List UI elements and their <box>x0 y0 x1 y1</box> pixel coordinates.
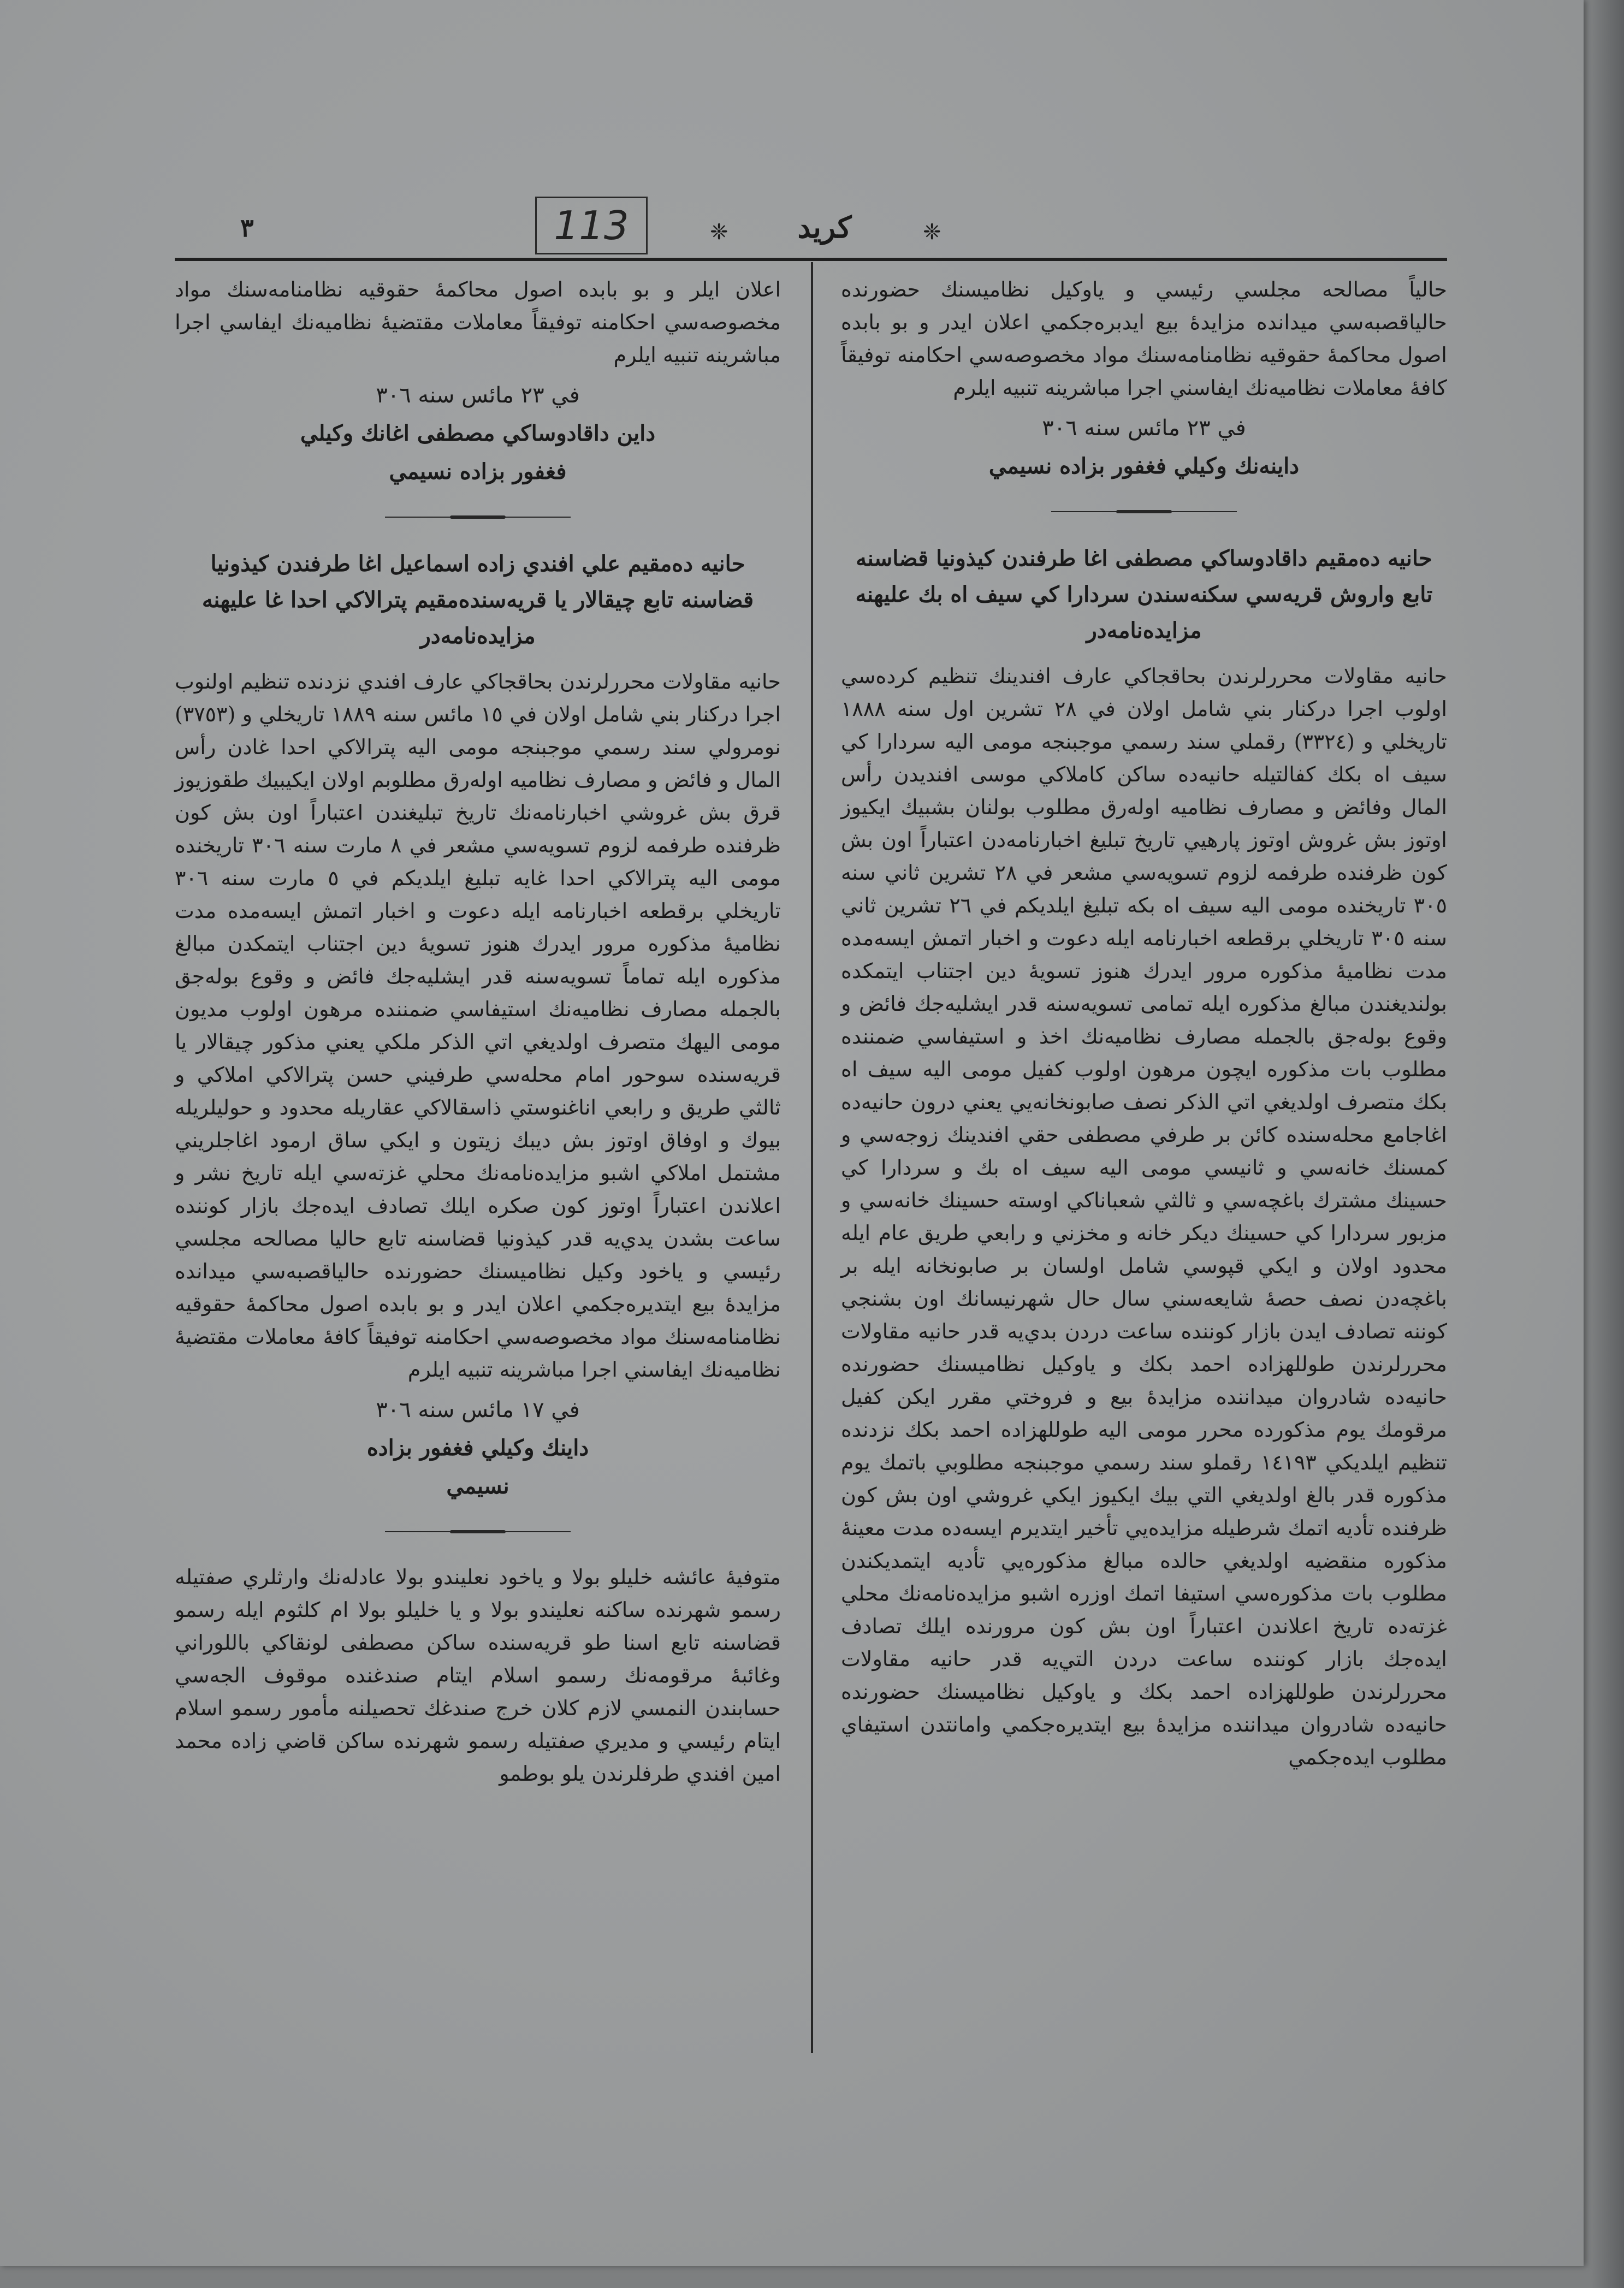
notice-signature: نسيمي <box>446 1473 509 1499</box>
notice-body: متوفيۀ عائشه خليلو بولا و ياخود نعليندو بولا عادله‌نك وارثلري صفتيله رسمو شهرنده ساكنه نعليندو بولا و يا خليلو بولا ام كلثوم ايله رسمو قضاسنه تابع اسنا طو قريه‌سنده ساكن مصطفى لونقاكي باللوراني وغائبۀ مرقومه‌نك رسمو اسلام ايتام صندغنده موقوف الجه‌سي حسابندن النمسي لازم كلان خرج صندغك تحصيلنه مأمور رسمو اسلام ايتام رئيسي و مديري صفتيله رسمو شهرنده ساكن قاضي زاده محمد امين افندي طرفلرندن يلو بوطمو <box>175 1565 781 1786</box>
handwritten-page-number: 113 <box>535 197 648 254</box>
notice-signature: داين داقادوساكي مصطفى اغانك وكيلي <box>300 420 656 446</box>
right-column <box>841 273 1447 1781</box>
notice-signature: داينك وكيلي فغفور بزاده <box>366 1435 589 1461</box>
notice-body: حانيه مقاولات محررلرندن بحاقجاكي عارف افندي نزدنده تنظيم اولنوب اجرا دركنار بني شامل اولان في ١٥ مائس سنه ١٨٨٩ تاريخلي و (٣٧٥٣) نومرولي سند رسمي موجبنجه مومى اليه پترالاكي احدا غادن رأس المال و فائض و مصارف نظاميه اوله‌رق مطلوبم اولان ايكيبيك طقوزيوز قرق بش غروشي اخبارنامه‌نك تاريخ تبليغندن اعتباراً اون بش كون ظرفنده طرفمه لزوم تسويه‌سي مشعر في ٨ مارت سنه ٣٠٦ تاريخنده مومى اليه پترالاكي احدا غايه تبليغ ايلديكم في ٥ مارت سنه ٣٠٦ تاريخلي برقطعه اخبارنامه ايله دعوت و اخبار اتمش ايسه‌مده مدت نظاميۀ مذكوره مرور ايدرك هنوز تسويۀ دين اجتناب ايتمكدن مبالغ مذكوره ايله تماماً تسويه‌سنه قدر ايشليه‌جك فائض و وقوع بوله‌جق بالجمله مصارف نظاميه‌نك استيفاسي ضمننده مرهون اولوب مديون مومى اليهك متصرف اولديغي اتي الذكر ملكي يعني مذكور چيقالار يا قريه‌سنده سوحور امام محله‌سي طرفيني حسن پترالاكي املاكي و ثالثي طريق و رابعي اناغنوستي ذاسقالاكي عقاريله محدود و حوليلريله بيوك و اوفاق اوتوز بش ديبك زيتون و ايكي ساق ارمود اغاجلريني مشتمل املاكي اشبو مزايده‌نامه‌نك محلي غزته‌سي ايله تاريخ نشر و اعلاندن اعتباراً اوتوز كون صكره ايلك تصادف ايده‌جك بازار كوننده ساعت بشدن يدي‌يه قدر كيذونيا قضاسنه تابع حاليا مصالحه مجلسي رئيسي و ياخود وكيل نظاميسنك حضورنده حالياقصبه‌سي ميدانده مزايدۀ بيع ايتديره‌جكمي اعلان ايدر و بو بابده اصول محاكمۀ حقوقيه نظامنامه‌سنك مواد مخصوصه‌سي احكامنه توفيقاً كافۀ معاملات مقتضيۀ نظاميه‌نك ايفاسني اجرا مباشرينه تنبيه ايلرم <box>175 669 781 1382</box>
section-separator <box>1051 509 1237 514</box>
notice-heading: حانيه ده‌مقيم داقادوساكي مصطفى اغا طرفندن كيذونيا قضاسنه تابع واروش قريه‌سي سكنه‌سندن سردارا كي سيف اه بك عليهنه مزايده‌نامه‌در <box>855 546 1433 643</box>
notice-date: في ٢٣ مائس سنه ٣٠٦ <box>1042 416 1246 441</box>
section-separator <box>385 514 571 520</box>
notice-signature: فغفور بزاده نسيمي <box>389 459 567 484</box>
column-divider <box>811 262 813 2053</box>
page-header <box>175 203 1447 257</box>
notice-heading: حانيه ده‌مقيم علي افندي زاده اسماعيل اغا طرفندن كيذونيا قضاسنه تابع چيقالار يا قريه‌سنده‌مقيم پترالاكي احدا غا عليهنه مزايده‌نامه‌در <box>201 551 754 649</box>
notice-date: في ١٧ مائس سنه ٣٠٦ <box>376 1397 580 1422</box>
ornament-star-icon: ❈ <box>710 220 728 245</box>
left-column <box>175 273 781 1798</box>
header-rule <box>175 258 1447 261</box>
notice-date: في ٢٣ مائس سنه ٣٠٦ <box>376 383 580 408</box>
notice-body: حانيه مقاولات محررلرندن بحاقجاكي عارف افندينك تنظيم كرده‌سي اولوب اجرا دركنار بني شامل اولان في ٢٨ تشرين اول سنه ١٨٨٨ تاريخلي و (٣٣٢٤) رقملي سند رسمي موجبنجه مومى اليه سردارا كي سيف اه بكك كفالتيله حانيه‌ده ساكن كاملاكي موسى افنديدن رأس المال وفائض و مصارف نظاميه اوله‌رق مطلوب بولنان بشبيك ايكيوز اوتوز بش غروش اوتوز پارهيي تاريخ تبليغ اخبارنامه‌دن اعتباراً اون بش كون ظرفنده طرفمه لزوم تسويه‌سي مشعر في ٢٨ تشرين ثاني سنه ٣٠٥ تاريخنده مومى اليه سيف اه بكه تبليغ ايلديكم في ٢٦ تشرين ثاني سنه ٣٠٥ تاريخلي برقطعه اخبارنامه ايله دعوت و اخبار اتمش ايسه‌مده مدت نظاميۀ مذكوره مرور ايدرك هنوز تسويۀ دين اجتناب ايتمكده بولنديغندن مبالغ مذكوره ايله تمامى تسويه‌سنه قدر ايشليه‌جك فائض و وقوع بوله‌جق بالجمله مصارف نظاميه‌نك اخذ و استيفاسي ضمننده مطلوب بات مذكوره ايچون مرهون اولوب كفيل مومى اليه سيف اه بكك متصرف اولديغي اتي الذكر نصف صابونخانه‌يي يعني درون حانيه‌ده اغاجامع محله‌سنده كائن بر طرفي مصطفى حقي افندينك زوجه‌سي و كمسنك خانه‌سي و ثانيسي مومى اليه سيف اه بك و سردارا كي حسينك مشترك باغچه‌سي و ثالثي شعباناكي اوسته حسينك خانه‌سي و مزبور سردارا كي حسينك ديكر خانه و مخزني و رابعي طريق عام ايله محدود اولان و ايكي قپوسي شامل اولسان بر صابونخانه ايله بر باغچه‌دن نصف حصۀ شايعه‌سني سال حال شهرنيسانك اون بشنجي كوننه تصادف ايدن بازار كوننده ساعت دردن بدي‌يه قدر حانيه مقاولات محررلرندن طوللهزاده احمد بكك و ياوكيل نظاميسنك حضورنده حانيه‌ده شادروان ميداننده مزايدۀ بيع و فروختي مقرر ايكن كفيل مرقومك يوم مذكورده محرر مومى اليه طوللهزاده احمد بكك نزدنده تنظيم ايلديكي ١٤١٩٣ رقملو سند رسمي موجبنجه مطلوبي باتمك يوم مذكوره قدر بالغ اولديغي التي بيك ايكيوز ايكي غروشي اون بش كون ظرفنده تأديه اتمك شرطيله مزايده‌يي تأخير ايتديرم ايسه‌ده مدت معينۀ مذكوره منقضيه اولديغي حالده مبالغ مذكوره‌يي تأديه ايتمديكندن مطلوب بات مذكوره‌سي استيفا اتمك اوزره اشبو مزايده‌نامه‌نك محلي غزته‌ده تاريخ اعلاندن اعتباراً اون بش كون مرورنده ايلك تصادف ايده‌جك بازار كوننده ساعت دردن التي‌يه قدر حانيه مقاولات محررلرندن طوللهزاده احمد بكك و ياوكيل نظاميسنك حضورنده حانيه‌ده شادروان ميداننده مزايدۀ بيع ايتديره‌جكمي وامانتدن استيفاي مطلوب ايده‌جكمي <box>841 664 1448 1769</box>
newspaper-masthead: كريد <box>797 210 852 245</box>
scan-edge <box>1591 0 1624 2288</box>
section-separator <box>385 1529 571 1534</box>
notice-signature: داينه‌نك وكيلي فغفور بزاده نسيمي <box>988 453 1300 479</box>
ornament-star-icon: ❈ <box>923 220 941 245</box>
page-number: ٣ <box>240 213 254 242</box>
page-content <box>175 203 1448 2075</box>
notice-body: حالياً مصالحه مجلسي رئيسي و ياوكيل نظاميسنك حضورنده حالياقصبه‌سي ميدانده مزايدۀ بيع ايدبره‌جكمي اعلان ايدر و بو بابده اصول محاكمۀ حقوقيه نظامنامه‌سنك مواد مخصوصه‌سي احكامنه توفيقاً كافۀ معاملات نظاميه‌نك ايفاسني اجرا مباشرينه تنبيه ايلرم <box>841 277 1447 400</box>
notice-body: اعلان ايلر و بو بابده اصول محاكمۀ حقوقيه نظامنامه‌سنك مواد مخصوصه‌سي احكامنه توفيقاً معاملات مقتضيۀ نظاميه‌نك ايفاسي اجرا مباشرينه تنبيه ايلرم <box>175 277 781 367</box>
